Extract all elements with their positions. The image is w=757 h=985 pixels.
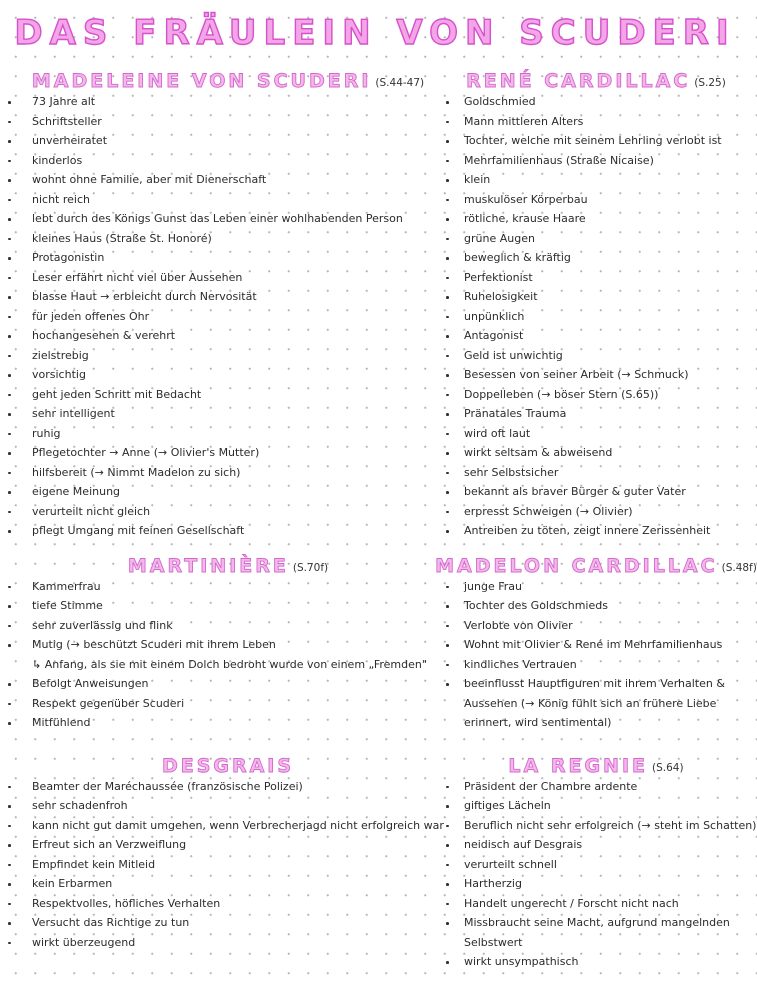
list-item: zielstrebig	[8, 346, 448, 366]
list-item: sehr schadenfroh	[8, 796, 448, 816]
list-item-continuation: Selbstwert	[464, 935, 523, 949]
section-heading	[8, 551, 448, 577]
character-name-scuderi: MADELEINE VON SCUDERI	[31, 70, 372, 92]
list-item: Antagonist	[446, 326, 746, 346]
list-item: hilfsbereit (→ Nimmt Madelon zu sich)	[8, 463, 448, 483]
list-item: Beruflich nicht sehr erfolgreich (→ steht im Schatten)	[446, 816, 746, 836]
list-item: Protagonistin	[8, 248, 448, 268]
list-item: kindliches Vertrauen	[446, 655, 746, 675]
list-item: Verlobte von Olivier	[446, 616, 746, 636]
list-item-continuation: erinnert, wird sentimental)	[464, 716, 612, 729]
page-reference: (S.64)	[652, 761, 684, 774]
fact-list-regnie	[446, 777, 757, 972]
section-desgrais	[8, 751, 448, 953]
list-item: Beamter der Maréchaussée (französische Polizei)	[8, 777, 448, 797]
list-item: unpünklich	[446, 307, 746, 327]
list-item: wohnt ohne Familie, aber mit Dienerschaft	[8, 170, 448, 190]
list-item: Versucht das Richtige zu tun	[8, 913, 448, 933]
list-item: erpresst Schweigen (→ Olivier)	[446, 502, 746, 522]
list-item: kinderlos	[8, 151, 448, 171]
right-column	[435, 66, 757, 972]
section-heading	[435, 551, 757, 577]
character-name-desgrais: DESGRAIS	[161, 754, 295, 777]
list-item: Besessen von seiner Arbeit (→ Schmuck)	[446, 365, 746, 385]
fact-list-martiniere	[8, 577, 448, 733]
list-item: Präsident der Chambre ardente	[446, 777, 746, 797]
section-cardillac	[446, 66, 746, 541]
section-madelon	[435, 551, 757, 733]
section-heading	[446, 66, 746, 92]
list-item: beeinflusst Hauptfiguren mit ihrem Verhalten &	[446, 674, 746, 694]
list-item: Perfektionist	[446, 268, 746, 288]
list-item: hochangesehen & verehrt	[8, 326, 448, 346]
page-reference: (S.44-47)	[375, 77, 425, 89]
list-item: Wohnt mit Olivier & René im Mehrfamilienhaus	[446, 635, 746, 655]
list-item: Mehrfamilienhaus (Straße Nicaise)	[446, 151, 746, 171]
list-item: 73 Jahre alt	[8, 92, 448, 112]
list-item: klein	[446, 170, 746, 190]
list-item: wirkt unsympathisch	[446, 952, 746, 972]
list-item: neidisch auf Desgrais	[446, 835, 746, 855]
list-item: Missbraucht seine Macht, aufgrund mangelnden	[446, 913, 746, 933]
list-item: Ruhelosigkeit	[446, 287, 746, 307]
list-item: ruhig	[8, 424, 448, 444]
section-scuderi	[8, 66, 448, 541]
list-item: sehr intelligent	[8, 404, 448, 424]
list-item: Goldschmied	[446, 92, 746, 112]
list-item: lebt durch des Königs Gunst das Leben einer wohlhabenden Person	[8, 209, 448, 229]
list-item: pflegt Umgang mit feinen Gesellschaft	[8, 521, 448, 541]
section-heading	[8, 751, 448, 777]
list-item: grüne Augen	[446, 229, 746, 249]
list-item: Handelt ungerecht / Forscht nicht nach	[446, 894, 746, 914]
list-item: junge Frau	[446, 577, 746, 597]
left-column	[8, 66, 448, 952]
list-item: Empfindet kein Mitleid	[8, 855, 448, 875]
list-item: Befolgt Anweisungen	[8, 674, 448, 694]
list-item: wirkt überzeugend	[8, 933, 448, 953]
list-item: rötliche, krause Haare	[446, 209, 746, 229]
list-item: unverheiratet	[8, 131, 448, 151]
list-item: Mann mittleren Alters	[446, 112, 746, 132]
list-item: muskulöser Körperbau	[446, 190, 746, 210]
list-item-continuation: Aussehen (→ König fühlt sich an frühere Liebe	[464, 696, 717, 710]
list-item: für jeden offenes Ohr	[8, 307, 448, 327]
fact-list-madelon	[446, 577, 746, 733]
list-item: Mitfühlend	[8, 713, 448, 733]
list-item: verurteilt nicht gleich	[8, 502, 448, 522]
list-item: sehr Selbstsicher	[446, 463, 746, 483]
list-item: wird oft laut	[446, 424, 746, 444]
section-martiniere	[8, 551, 448, 733]
list-item: Erfreut sich an Verzweiflung	[8, 835, 448, 855]
page-reference: (S.25)	[694, 77, 726, 89]
list-item: Leser erfährt nicht viel über Aussehen	[8, 268, 448, 288]
list-item: geht jeden Schritt mit Bedacht	[8, 385, 448, 405]
list-item: beweglich & kräftig	[446, 248, 746, 268]
list-item: bekannt als braver Bürger & guter Vater	[446, 482, 746, 502]
page-reference: (S.70f)	[292, 561, 329, 574]
list-item: Kammerfrau	[8, 577, 448, 597]
list-item: blasse Haut → erbleicht durch Nervosität	[8, 287, 448, 307]
section-heading	[8, 66, 448, 92]
list-item: Respektvolles, höfliches Verhalten	[8, 894, 448, 914]
fact-list-cardillac	[446, 92, 746, 541]
fact-list-desgrais	[8, 777, 448, 953]
section-regnie	[446, 751, 757, 972]
character-name-madelon: MADELON CARDILLAC	[435, 554, 718, 577]
page-reference: (S.48f)	[721, 561, 757, 574]
list-item: vorsichtig	[8, 365, 448, 385]
fact-list-scuderi	[8, 92, 448, 541]
list-item: sehr zuverlässig und flink	[8, 616, 448, 636]
list-item: Schriftsteller	[8, 112, 448, 132]
list-item: kann nicht gut damit umgehen, wenn Verbrecherjagd nicht erfolgreich war	[8, 816, 448, 836]
list-item: tiefe Stimme	[8, 596, 448, 616]
list-item: Geld ist unwichtig	[446, 346, 746, 366]
list-item: eigene Meinung	[8, 482, 448, 502]
list-item: giftiges Lächeln	[446, 796, 746, 816]
list-item: Mutig (→ beschützt Scuderi mit ihrem Leben	[8, 635, 448, 655]
list-item: Pflegetochter → Anne (→ Olivier's Mutter)	[8, 443, 448, 463]
list-item: kleines Haus (Straße St. Honoré)	[8, 229, 448, 249]
character-name-martiniere: MARTINIÈRE	[127, 554, 289, 577]
list-item: kein Erbarmen	[8, 874, 448, 894]
list-item: Tochter, welche mit seinem Lehrling verlobt ist	[446, 131, 746, 151]
list-item: Respekt gegenüber Scuderi	[8, 694, 448, 714]
character-name-cardillac: RENÉ CARDILLAC	[466, 70, 691, 92]
section-heading	[446, 751, 746, 777]
list-item: Hartherzig	[446, 874, 746, 894]
list-item: Antreiben zu töten, zeigt innere Zerissenheit	[446, 521, 746, 541]
list-item: Doppelleben (→ böser Stern (S.65))	[446, 385, 746, 405]
list-item: verurteilt schnell	[446, 855, 746, 875]
list-item: Pränatales Trauma	[446, 404, 746, 424]
list-item-continuation: ↳ Anfang, als sie mit einem Dolch bedroht wurde von einem „Fremden"	[32, 657, 427, 671]
list-item: Tochter des Goldschmieds	[446, 596, 746, 616]
page-title: DAS FRÄULEIN VON SCUDERI	[14, 13, 736, 53]
character-name-regnie: LA REGNIE	[508, 754, 649, 777]
list-item: nicht reich	[8, 190, 448, 210]
list-item: wirkt seltsam & abweisend	[446, 443, 746, 463]
